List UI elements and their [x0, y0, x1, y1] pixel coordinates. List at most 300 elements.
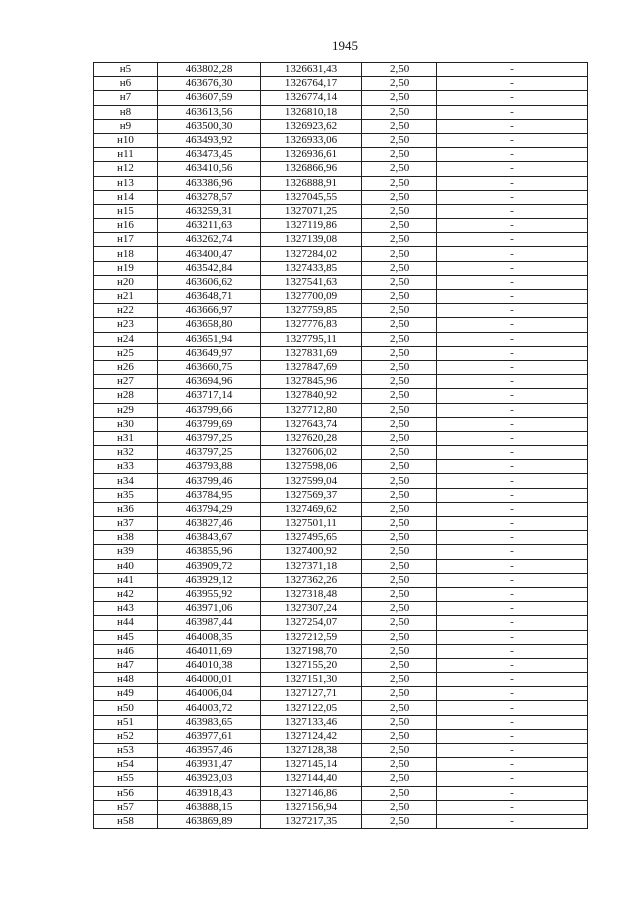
point-name-cell: н30 [94, 417, 158, 431]
x-coordinate-cell: 464000,01 [158, 673, 261, 687]
point-name-cell: н33 [94, 460, 158, 474]
x-coordinate-cell: 463473,45 [158, 148, 261, 162]
y-coordinate-cell: 1326631,43 [261, 63, 362, 77]
description-cell: - [437, 687, 588, 701]
y-coordinate-cell: 1326923,62 [261, 119, 362, 133]
accuracy-cell: 2,50 [362, 176, 437, 190]
table-row [94, 673, 588, 687]
accuracy-cell: 2,50 [362, 744, 437, 758]
table-row [94, 573, 588, 587]
point-name-cell: н48 [94, 673, 158, 687]
point-name-cell: н31 [94, 431, 158, 445]
point-name-cell: н16 [94, 219, 158, 233]
x-coordinate-cell: 463855,96 [158, 545, 261, 559]
table-row [94, 417, 588, 431]
accuracy-cell: 2,50 [362, 630, 437, 644]
point-name-cell: н53 [94, 744, 158, 758]
x-coordinate-cell: 463410,56 [158, 162, 261, 176]
point-name-cell: н35 [94, 488, 158, 502]
y-coordinate-cell: 1327128,38 [261, 744, 362, 758]
x-coordinate-cell: 463977,61 [158, 729, 261, 743]
point-name-cell: н23 [94, 318, 158, 332]
description-cell: - [437, 644, 588, 658]
table-row [94, 446, 588, 460]
description-cell: - [437, 786, 588, 800]
point-name-cell: н45 [94, 630, 158, 644]
y-coordinate-cell: 1327198,70 [261, 644, 362, 658]
accuracy-cell: 2,50 [362, 403, 437, 417]
accuracy-cell: 2,50 [362, 602, 437, 616]
table-row [94, 389, 588, 403]
x-coordinate-cell: 463797,25 [158, 446, 261, 460]
y-coordinate-cell: 1327133,46 [261, 715, 362, 729]
table-row [94, 360, 588, 374]
point-name-cell: н41 [94, 573, 158, 587]
description-cell: - [437, 63, 588, 77]
x-coordinate-cell: 463929,12 [158, 573, 261, 587]
y-coordinate-cell: 1327139,08 [261, 233, 362, 247]
y-coordinate-cell: 1327217,35 [261, 814, 362, 828]
table-row [94, 219, 588, 233]
accuracy-cell: 2,50 [362, 729, 437, 743]
description-cell: - [437, 531, 588, 545]
y-coordinate-cell: 1327831,69 [261, 346, 362, 360]
table-body [94, 63, 588, 829]
point-name-cell: н7 [94, 91, 158, 105]
description-cell: - [437, 162, 588, 176]
table-row [94, 233, 588, 247]
point-name-cell: н50 [94, 701, 158, 715]
x-coordinate-cell: 463931,47 [158, 758, 261, 772]
table-row [94, 346, 588, 360]
accuracy-cell: 2,50 [362, 460, 437, 474]
x-coordinate-cell: 463955,92 [158, 587, 261, 601]
description-cell: - [437, 517, 588, 531]
accuracy-cell: 2,50 [362, 360, 437, 374]
accuracy-cell: 2,50 [362, 105, 437, 119]
point-name-cell: н43 [94, 602, 158, 616]
x-coordinate-cell: 463666,97 [158, 304, 261, 318]
description-cell: - [437, 346, 588, 360]
description-cell: - [437, 204, 588, 218]
y-coordinate-cell: 1327146,86 [261, 786, 362, 800]
table-row [94, 587, 588, 601]
table-row [94, 304, 588, 318]
accuracy-cell: 2,50 [362, 474, 437, 488]
point-name-cell: н17 [94, 233, 158, 247]
y-coordinate-cell: 1327569,37 [261, 488, 362, 502]
point-name-cell: н56 [94, 786, 158, 800]
accuracy-cell: 2,50 [362, 687, 437, 701]
point-name-cell: н13 [94, 176, 158, 190]
description-cell: - [437, 545, 588, 559]
table-row [94, 602, 588, 616]
x-coordinate-cell: 463649,97 [158, 346, 261, 360]
description-cell: - [437, 573, 588, 587]
accuracy-cell: 2,50 [362, 446, 437, 460]
x-coordinate-cell: 464006,04 [158, 687, 261, 701]
table-row [94, 375, 588, 389]
accuracy-cell: 2,50 [362, 573, 437, 587]
x-coordinate-cell: 463262,74 [158, 233, 261, 247]
description-cell: - [437, 389, 588, 403]
y-coordinate-cell: 1327598,06 [261, 460, 362, 474]
x-coordinate-cell: 463784,95 [158, 488, 261, 502]
description-cell: - [437, 446, 588, 460]
x-coordinate-cell: 463971,06 [158, 602, 261, 616]
accuracy-cell: 2,50 [362, 715, 437, 729]
y-coordinate-cell: 1327124,42 [261, 729, 362, 743]
x-coordinate-cell: 463676,30 [158, 77, 261, 91]
accuracy-cell: 2,50 [362, 800, 437, 814]
table-row [94, 758, 588, 772]
accuracy-cell: 2,50 [362, 162, 437, 176]
accuracy-cell: 2,50 [362, 63, 437, 77]
point-name-cell: н32 [94, 446, 158, 460]
point-name-cell: н42 [94, 587, 158, 601]
x-coordinate-cell: 463918,43 [158, 786, 261, 800]
point-name-cell: н22 [94, 304, 158, 318]
table-row [94, 517, 588, 531]
table-row [94, 162, 588, 176]
description-cell: - [437, 176, 588, 190]
description-cell: - [437, 587, 588, 601]
point-name-cell: н6 [94, 77, 158, 91]
accuracy-cell: 2,50 [362, 786, 437, 800]
accuracy-cell: 2,50 [362, 219, 437, 233]
table-row [94, 559, 588, 573]
accuracy-cell: 2,50 [362, 488, 437, 502]
point-name-cell: н11 [94, 148, 158, 162]
page-number: 1945 [332, 38, 358, 53]
description-cell: - [437, 630, 588, 644]
y-coordinate-cell: 1327643,74 [261, 417, 362, 431]
description-cell: - [437, 729, 588, 743]
y-coordinate-cell: 1327845,96 [261, 375, 362, 389]
table-row [94, 744, 588, 758]
accuracy-cell: 2,50 [362, 375, 437, 389]
description-cell: - [437, 148, 588, 162]
x-coordinate-cell: 463957,46 [158, 744, 261, 758]
accuracy-cell: 2,50 [362, 91, 437, 105]
accuracy-cell: 2,50 [362, 559, 437, 573]
x-coordinate-cell: 463717,14 [158, 389, 261, 403]
description-cell: - [437, 77, 588, 91]
y-coordinate-cell: 1327847,69 [261, 360, 362, 374]
x-coordinate-cell: 463651,94 [158, 332, 261, 346]
table-row [94, 772, 588, 786]
y-coordinate-cell: 1327400,92 [261, 545, 362, 559]
accuracy-cell: 2,50 [362, 772, 437, 786]
point-name-cell: н40 [94, 559, 158, 573]
description-cell: - [437, 190, 588, 204]
y-coordinate-cell: 1327307,24 [261, 602, 362, 616]
table-row [94, 190, 588, 204]
table-row [94, 261, 588, 275]
point-name-cell: н29 [94, 403, 158, 417]
x-coordinate-cell: 463987,44 [158, 616, 261, 630]
x-coordinate-cell: 463799,66 [158, 403, 261, 417]
accuracy-cell: 2,50 [362, 616, 437, 630]
table-row [94, 701, 588, 715]
x-coordinate-cell: 463500,30 [158, 119, 261, 133]
table-row [94, 431, 588, 445]
description-cell: - [437, 474, 588, 488]
point-name-cell: н38 [94, 531, 158, 545]
accuracy-cell: 2,50 [362, 275, 437, 289]
x-coordinate-cell: 463648,71 [158, 290, 261, 304]
x-coordinate-cell: 464010,38 [158, 658, 261, 672]
accuracy-cell: 2,50 [362, 701, 437, 715]
accuracy-cell: 2,50 [362, 204, 437, 218]
point-name-cell: н46 [94, 644, 158, 658]
description-cell: - [437, 290, 588, 304]
x-coordinate-cell: 463799,69 [158, 417, 261, 431]
point-name-cell: н21 [94, 290, 158, 304]
description-cell: - [437, 616, 588, 630]
point-name-cell: н5 [94, 63, 158, 77]
description-cell: - [437, 701, 588, 715]
x-coordinate-cell: 463278,57 [158, 190, 261, 204]
x-coordinate-cell: 463888,15 [158, 800, 261, 814]
table-row [94, 814, 588, 828]
x-coordinate-cell: 463909,72 [158, 559, 261, 573]
point-name-cell: н15 [94, 204, 158, 218]
accuracy-cell: 2,50 [362, 77, 437, 91]
point-name-cell: н55 [94, 772, 158, 786]
table-row [94, 318, 588, 332]
x-coordinate-cell: 463843,67 [158, 531, 261, 545]
description-cell: - [437, 673, 588, 687]
y-coordinate-cell: 1327712,80 [261, 403, 362, 417]
point-name-cell: н28 [94, 389, 158, 403]
x-coordinate-cell: 463400,47 [158, 247, 261, 261]
y-coordinate-cell: 1327362,26 [261, 573, 362, 587]
accuracy-cell: 2,50 [362, 346, 437, 360]
y-coordinate-cell: 1327795,11 [261, 332, 362, 346]
description-cell: - [437, 502, 588, 516]
description-cell: - [437, 119, 588, 133]
x-coordinate-cell: 463827,46 [158, 517, 261, 531]
point-name-cell: н37 [94, 517, 158, 531]
table-row [94, 176, 588, 190]
description-cell: - [437, 602, 588, 616]
point-name-cell: н25 [94, 346, 158, 360]
description-cell: - [437, 772, 588, 786]
table-row [94, 290, 588, 304]
accuracy-cell: 2,50 [362, 148, 437, 162]
point-name-cell: н24 [94, 332, 158, 346]
y-coordinate-cell: 1327155,20 [261, 658, 362, 672]
table-row [94, 658, 588, 672]
accuracy-cell: 2,50 [362, 133, 437, 147]
description-cell: - [437, 460, 588, 474]
y-coordinate-cell: 1326810,18 [261, 105, 362, 119]
description-cell: - [437, 261, 588, 275]
x-coordinate-cell: 463606,62 [158, 275, 261, 289]
y-coordinate-cell: 1327254,07 [261, 616, 362, 630]
point-name-cell: н39 [94, 545, 158, 559]
description-cell: - [437, 800, 588, 814]
table-row [94, 474, 588, 488]
accuracy-cell: 2,50 [362, 261, 437, 275]
description-cell: - [437, 275, 588, 289]
point-name-cell: н10 [94, 133, 158, 147]
y-coordinate-cell: 1327469,62 [261, 502, 362, 516]
y-coordinate-cell: 1327318,48 [261, 587, 362, 601]
point-name-cell: н44 [94, 616, 158, 630]
accuracy-cell: 2,50 [362, 502, 437, 516]
y-coordinate-cell: 1327501,11 [261, 517, 362, 531]
y-coordinate-cell: 1327371,18 [261, 559, 362, 573]
accuracy-cell: 2,50 [362, 673, 437, 687]
x-coordinate-cell: 463794,29 [158, 502, 261, 516]
table-row [94, 247, 588, 261]
x-coordinate-cell: 463869,89 [158, 814, 261, 828]
x-coordinate-cell: 464011,69 [158, 644, 261, 658]
description-cell: - [437, 133, 588, 147]
accuracy-cell: 2,50 [362, 545, 437, 559]
table-row [94, 800, 588, 814]
table-row [94, 148, 588, 162]
x-coordinate-cell: 463660,75 [158, 360, 261, 374]
x-coordinate-cell: 463694,96 [158, 375, 261, 389]
accuracy-cell: 2,50 [362, 644, 437, 658]
description-cell: - [437, 91, 588, 105]
description-cell: - [437, 658, 588, 672]
point-name-cell: н18 [94, 247, 158, 261]
description-cell: - [437, 715, 588, 729]
table-row [94, 531, 588, 545]
y-coordinate-cell: 1327541,63 [261, 275, 362, 289]
description-cell: - [437, 318, 588, 332]
description-cell: - [437, 559, 588, 573]
y-coordinate-cell: 1327700,09 [261, 290, 362, 304]
table-row [94, 332, 588, 346]
description-cell: - [437, 375, 588, 389]
y-coordinate-cell: 1327840,92 [261, 389, 362, 403]
description-cell: - [437, 488, 588, 502]
description-cell: - [437, 758, 588, 772]
y-coordinate-cell: 1326764,17 [261, 77, 362, 91]
x-coordinate-cell: 463613,56 [158, 105, 261, 119]
accuracy-cell: 2,50 [362, 758, 437, 772]
y-coordinate-cell: 1327606,02 [261, 446, 362, 460]
table-row [94, 729, 588, 743]
accuracy-cell: 2,50 [362, 517, 437, 531]
x-coordinate-cell: 463658,80 [158, 318, 261, 332]
point-name-cell: н36 [94, 502, 158, 516]
accuracy-cell: 2,50 [362, 119, 437, 133]
table-row [94, 715, 588, 729]
y-coordinate-cell: 1327156,94 [261, 800, 362, 814]
x-coordinate-cell: 463923,03 [158, 772, 261, 786]
table-row [94, 63, 588, 77]
point-name-cell: н27 [94, 375, 158, 389]
coordinates-table [93, 62, 588, 829]
description-cell: - [437, 431, 588, 445]
accuracy-cell: 2,50 [362, 247, 437, 261]
y-coordinate-cell: 1327495,65 [261, 531, 362, 545]
description-cell: - [437, 403, 588, 417]
table-row [94, 630, 588, 644]
accuracy-cell: 2,50 [362, 304, 437, 318]
y-coordinate-cell: 1326866,96 [261, 162, 362, 176]
table-row [94, 644, 588, 658]
x-coordinate-cell: 463493,92 [158, 133, 261, 147]
y-coordinate-cell: 1327776,83 [261, 318, 362, 332]
y-coordinate-cell: 1327212,59 [261, 630, 362, 644]
y-coordinate-cell: 1327127,71 [261, 687, 362, 701]
table-row [94, 786, 588, 800]
point-name-cell: н19 [94, 261, 158, 275]
y-coordinate-cell: 1327045,55 [261, 190, 362, 204]
accuracy-cell: 2,50 [362, 431, 437, 445]
table-row [94, 545, 588, 559]
description-cell: - [437, 814, 588, 828]
description-cell: - [437, 417, 588, 431]
y-coordinate-cell: 1327151,30 [261, 673, 362, 687]
table-row [94, 275, 588, 289]
table-row [94, 204, 588, 218]
table-row [94, 488, 588, 502]
y-coordinate-cell: 1326774,14 [261, 91, 362, 105]
accuracy-cell: 2,50 [362, 814, 437, 828]
table-row [94, 91, 588, 105]
table-row [94, 105, 588, 119]
accuracy-cell: 2,50 [362, 233, 437, 247]
x-coordinate-cell: 463793,88 [158, 460, 261, 474]
x-coordinate-cell: 463802,28 [158, 63, 261, 77]
y-coordinate-cell: 1327071,25 [261, 204, 362, 218]
accuracy-cell: 2,50 [362, 587, 437, 601]
accuracy-cell: 2,50 [362, 658, 437, 672]
description-cell: - [437, 247, 588, 261]
accuracy-cell: 2,50 [362, 417, 437, 431]
accuracy-cell: 2,50 [362, 290, 437, 304]
x-coordinate-cell: 463607,59 [158, 91, 261, 105]
x-coordinate-cell: 463799,46 [158, 474, 261, 488]
table-row [94, 616, 588, 630]
table-row [94, 77, 588, 91]
point-name-cell: н20 [94, 275, 158, 289]
table-row [94, 119, 588, 133]
x-coordinate-cell: 463542,84 [158, 261, 261, 275]
point-name-cell: н49 [94, 687, 158, 701]
accuracy-cell: 2,50 [362, 318, 437, 332]
point-name-cell: н8 [94, 105, 158, 119]
description-cell: - [437, 233, 588, 247]
point-name-cell: н51 [94, 715, 158, 729]
y-coordinate-cell: 1327122,05 [261, 701, 362, 715]
y-coordinate-cell: 1326936,61 [261, 148, 362, 162]
accuracy-cell: 2,50 [362, 332, 437, 346]
y-coordinate-cell: 1327119,86 [261, 219, 362, 233]
table-row [94, 403, 588, 417]
description-cell: - [437, 332, 588, 346]
y-coordinate-cell: 1327433,85 [261, 261, 362, 275]
table-row [94, 460, 588, 474]
x-coordinate-cell: 464008,35 [158, 630, 261, 644]
x-coordinate-cell: 463386,96 [158, 176, 261, 190]
y-coordinate-cell: 1327144,40 [261, 772, 362, 786]
point-name-cell: н52 [94, 729, 158, 743]
x-coordinate-cell: 463259,31 [158, 204, 261, 218]
point-name-cell: н34 [94, 474, 158, 488]
y-coordinate-cell: 1326888,91 [261, 176, 362, 190]
table-row [94, 133, 588, 147]
description-cell: - [437, 105, 588, 119]
